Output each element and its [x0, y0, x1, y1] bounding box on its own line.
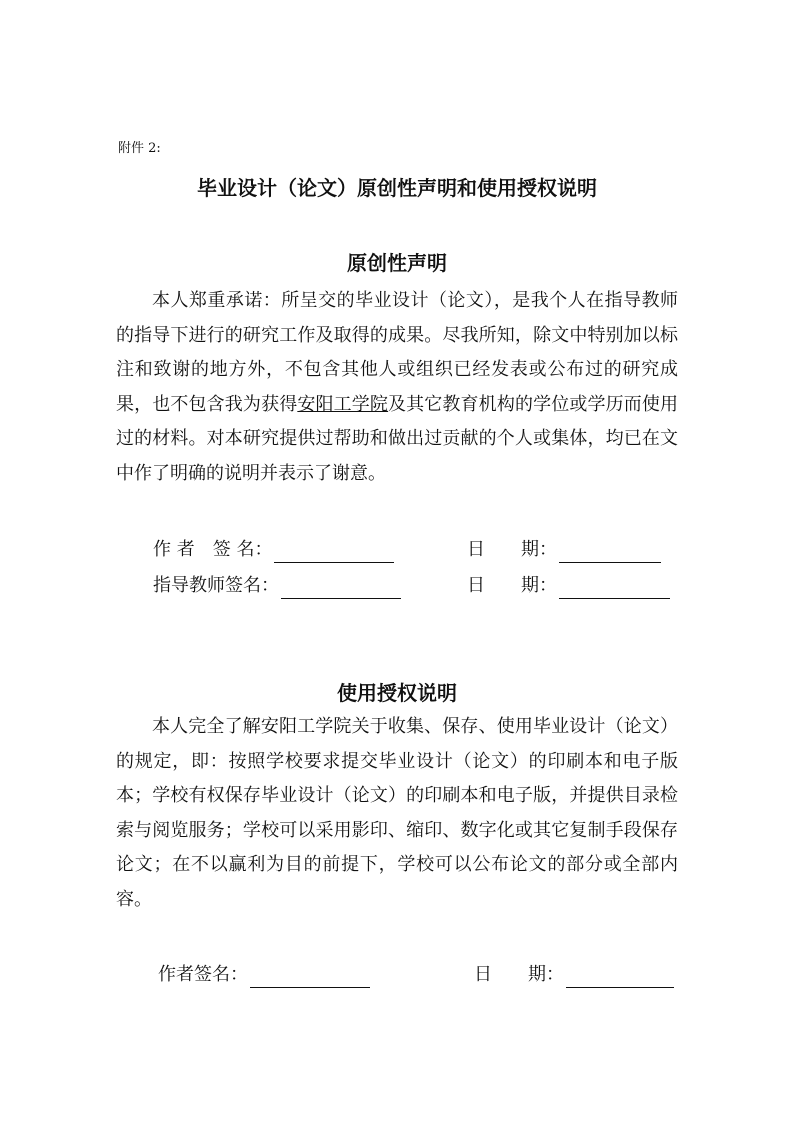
auth-author-date-field[interactable]: [566, 967, 674, 988]
advisor-signature-field[interactable]: [281, 578, 401, 599]
author-date-label: 日 期：: [467, 539, 557, 560]
originality-text-part2: 及其它教育机构的学位或学历而使用过的材料。对本研究提供过帮助和做出过贡献的个人或集体，均已在文中作了明确的说明并表示了谢意。: [116, 393, 679, 484]
author-date-field[interactable]: [559, 542, 661, 563]
author-signature-row: [153, 537, 394, 563]
author-signature-field[interactable]: [274, 542, 394, 563]
auth-author-date-label: 日 期：: [474, 964, 564, 985]
auth-author-date-row: [474, 962, 674, 988]
document-title: 毕业设计（论文）原创性声明和使用授权说明: [197, 176, 597, 200]
attachment-label: 附件 2:: [118, 141, 161, 156]
author-date-row: [467, 537, 661, 563]
school-name: 安阳工学院: [297, 393, 389, 415]
advisor-signature-row: [153, 573, 401, 599]
authorization-statement: 本人完全了解安阳工学院关于收集、保存、使用毕业设计（论文）的规定，即：按照学校要求提交毕业设计（论文）的印刷本和电子版本；学校有权保存毕业设计（论文）的印刷本和电子版，并提供目录检索与阅览服务；学校可以采用影印、缩印、数字化或其它复制手段保存论文；在不以赢利为目的前提下，学校可以公布论文的部分或全部内容。: [116, 716, 678, 910]
auth-author-signature-label: 作者签名：: [158, 964, 248, 985]
auth-author-signature-row: [158, 962, 370, 988]
advisor-date-field[interactable]: [559, 578, 670, 599]
originality-text-part1: 本人郑重承诺：所呈交的毕业设计（论文），是我个人在指导教师的指导下进行的研究工作及取得的成果。尽我所知，除文中特别加以标注和致谢的地方外，不包含其他人或组织已经发表或公布过的研究成果，也不包含我为获得: [116, 290, 678, 415]
originality-heading: 原创性声明: [347, 251, 447, 275]
advisor-date-label: 日 期：: [467, 575, 557, 596]
auth-author-signature-field[interactable]: [250, 967, 370, 988]
authorization-heading: 使用授权说明: [337, 681, 457, 705]
advisor-signature-label: 指导教师签名：: [153, 575, 279, 596]
advisor-date-row: [467, 573, 670, 599]
author-signature-label: 作 者 签 名：: [153, 539, 273, 560]
originality-statement: [116, 284, 678, 491]
